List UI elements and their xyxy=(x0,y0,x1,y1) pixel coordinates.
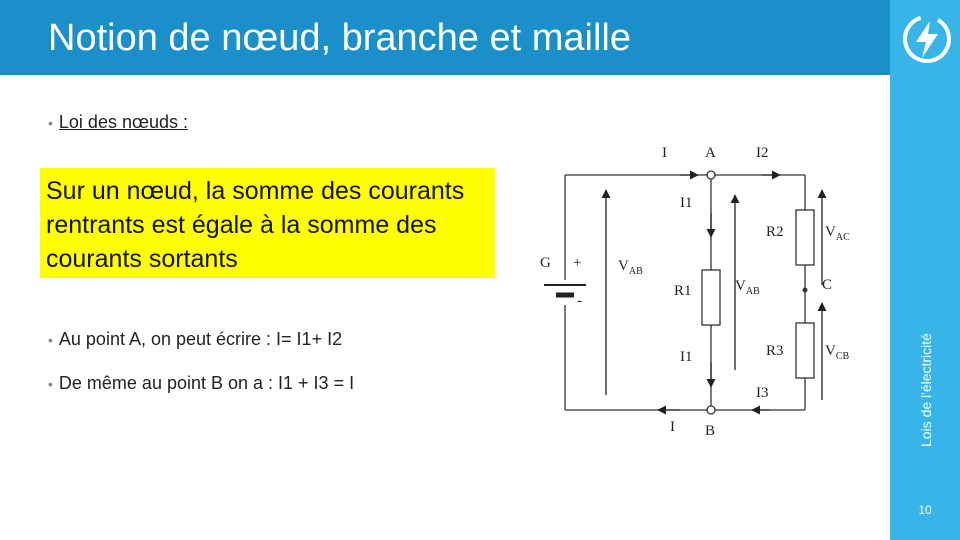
bullet-dot: • xyxy=(48,376,53,392)
bullet-text: De même au point B on a : I1 + I3 = I xyxy=(58,373,355,393)
label-i2: I2 xyxy=(756,145,769,161)
bullet-dot: • xyxy=(48,115,53,131)
bullet-text: Loi des nœuds : xyxy=(58,112,188,132)
circuit-diagram xyxy=(530,135,890,445)
side-bar xyxy=(890,0,960,540)
label-plus: + xyxy=(573,255,582,271)
page-number: 10 xyxy=(918,503,932,517)
label-r1: R1 xyxy=(674,283,692,299)
label-c: C xyxy=(822,277,833,293)
node-c xyxy=(803,288,808,293)
label-minus: - xyxy=(577,293,582,309)
resistor-r2 xyxy=(796,210,814,265)
label-vac: $V_{AC}$ xyxy=(825,224,850,243)
label-i-top: I xyxy=(662,145,667,161)
label-g: G xyxy=(540,255,551,271)
resistor-r1 xyxy=(702,270,720,325)
label-i1-top: I1 xyxy=(680,195,693,211)
label-r3: R3 xyxy=(766,343,784,359)
label-i3: I3 xyxy=(756,385,769,401)
highlight-text: Sur un nœud, la somme des courants rentrants est égale à la somme des courants sortants xyxy=(46,177,465,273)
bullet-text: Au point A, on peut écrire : I= I1+ I2 xyxy=(58,329,343,349)
label-r2: R2 xyxy=(766,224,784,240)
label-a: A xyxy=(705,145,716,161)
node-b xyxy=(707,406,715,414)
label-b: B xyxy=(705,423,716,439)
highlight-box xyxy=(40,168,495,278)
bullet-point-a xyxy=(48,329,342,350)
bullet-dot: • xyxy=(48,332,53,348)
label-vab-left: $V_{AB}$ xyxy=(618,258,643,277)
node-a xyxy=(707,171,715,179)
label-vab-mid: $V_{AB}$ xyxy=(735,278,760,297)
title-bar xyxy=(0,0,890,75)
page-title: Notion de nœud, branche et maille xyxy=(48,17,631,59)
label-i1-bottom: I1 xyxy=(680,349,693,365)
label-i-bottom: I xyxy=(670,419,675,435)
bullet-loi-noeuds xyxy=(48,112,188,133)
resistor-r3 xyxy=(796,323,814,378)
lightning-bolt-icon xyxy=(900,12,954,66)
label-vcb: $V_{CB}$ xyxy=(825,343,850,362)
sidebar-vertical-text: Lois de l'électricité xyxy=(918,333,934,447)
bullet-point-b xyxy=(48,373,354,394)
